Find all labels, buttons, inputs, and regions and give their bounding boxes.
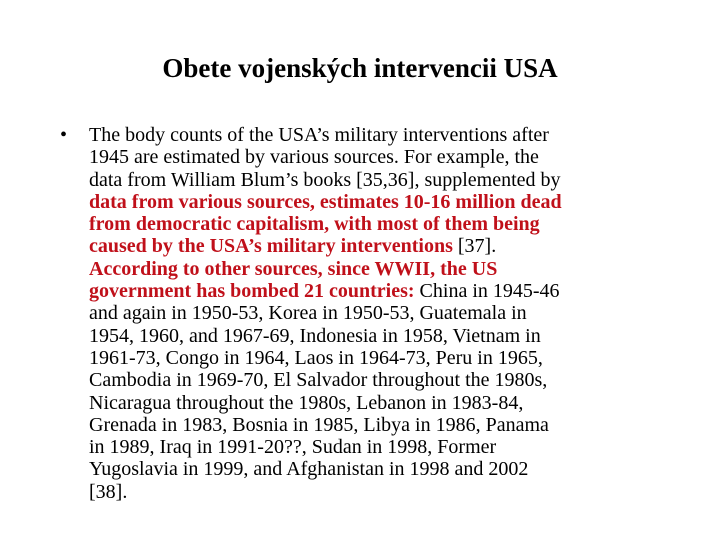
body-text: and again in 1950-53, Korea in 1950-53, Guatemala in: [89, 302, 527, 325]
text-line: [89, 436, 694, 458]
highlighted-text: data from various sources, estimates 10-16 million dead: [89, 190, 562, 213]
text-line: [89, 280, 694, 302]
text-line: [89, 481, 694, 503]
highlighted-text: caused by the USA’s military interventions: [89, 235, 453, 258]
text-line: [89, 213, 694, 235]
body-text: China in 1945-46: [414, 280, 560, 303]
body-text: The body counts of the USA’s military interventions after: [89, 124, 549, 146]
text-line: [89, 258, 694, 280]
text-line: [89, 191, 694, 213]
bullet-text: [89, 124, 694, 503]
highlighted-text: from democratic capitalism, with most of them being: [89, 213, 540, 236]
text-line: [89, 302, 694, 324]
body-text: Cambodia in 1969-70, El Salvador throughout the 1980s,: [89, 369, 548, 392]
body-text: Yugoslavia in 1999, and Afghanistan in 1998 and 2002: [89, 458, 529, 481]
body-text: [38].: [89, 480, 128, 503]
bullet-dot-icon: •: [60, 124, 68, 146]
body-text: [37].: [452, 235, 497, 258]
body-text: 1961-73, Congo in 1964, Laos in 1964-73, Peru in 1965,: [89, 346, 543, 369]
text-line: [89, 347, 694, 369]
body-text: Nicaragua throughout the 1980s, Lebanon in 1983-84,: [89, 391, 524, 414]
body-text: Grenada in 1983, Bosnia in 1985, Libya in 1986, Panama: [89, 413, 549, 436]
highlighted-text: government has bombed 21 countries:: [89, 280, 415, 303]
highlighted-text: According to other sources, since WWII, the US: [89, 257, 498, 280]
text-line: [89, 458, 694, 480]
text-line: [89, 369, 694, 391]
text-line: [89, 414, 694, 436]
body-text: 1945 are estimated by various sources. For example, the: [89, 146, 539, 169]
text-line: [89, 235, 694, 257]
text-line: [89, 325, 694, 347]
text-line: [89, 124, 694, 146]
text-line: [89, 392, 694, 414]
text-line: [89, 146, 694, 168]
slide-title: Obete vojenských intervencii USA: [162, 53, 558, 83]
text-line: [89, 169, 694, 191]
body-text: data from William Blum’s books [35,36], supplemented by: [89, 168, 561, 191]
body-text: in 1989, Iraq in 1991-20??, Sudan in 1998, Former: [89, 436, 497, 459]
body-text: 1954, 1960, and 1967-69, Indonesia in 1958, Vietnam in: [89, 324, 541, 347]
